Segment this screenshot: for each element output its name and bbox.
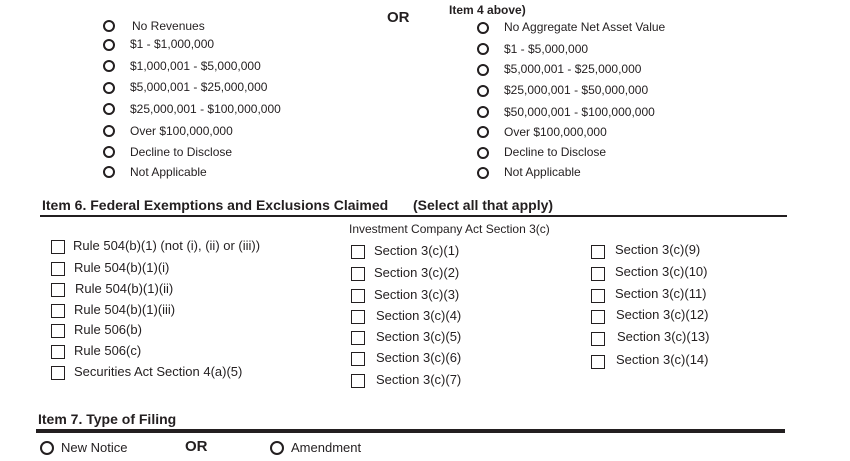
section-label: Section 3(c)(10)	[615, 264, 708, 279]
checkbox-section-3c2[interactable]	[351, 267, 365, 281]
section-label: Section 3(c)(7)	[376, 372, 462, 387]
radio-nav-3[interactable]	[477, 85, 489, 97]
rule-label: Rule 504(b)(1)(iii)	[74, 302, 176, 317]
checkbox-section-3c1[interactable]	[351, 245, 365, 259]
nav-option-label: $25,000,001 - $50,000,000	[504, 83, 649, 97]
section-label: Section 3(c)(11)	[615, 286, 707, 301]
checkbox-section-3c14[interactable]	[591, 355, 605, 369]
revenue-option-label: $1,000,001 - $5,000,000	[130, 59, 261, 73]
amendment-label: Amendment	[291, 440, 362, 455]
section-label: Section 3(c)(5)	[376, 329, 462, 344]
rule-label: Rule 506(b)	[74, 322, 142, 337]
revenue-option-label: $25,000,001 - $100,000,000	[130, 102, 281, 116]
radio-new-notice[interactable]	[40, 441, 54, 455]
rule-label: Rule 504(b)(1) (not (i), (ii) or (iii))	[73, 238, 261, 253]
radio-nav-5[interactable]	[477, 126, 489, 138]
revenue-option-label: Decline to Disclose	[130, 145, 233, 159]
checkbox-section-3c5[interactable]	[351, 331, 365, 345]
revenue-option-label: No Revenues	[132, 19, 205, 33]
rule-label: Rule 504(b)(1)(i)	[74, 260, 170, 275]
item6-divider	[40, 215, 787, 217]
checkbox-rule-506c[interactable]	[51, 345, 65, 359]
item7-title: Item 7. Type of Filing	[38, 411, 177, 427]
nav-header-fragment: Item 4 above)	[449, 3, 526, 17]
radio-amendment[interactable]	[270, 441, 284, 455]
rule-label: Securities Act Section 4(a)(5)	[74, 364, 243, 379]
checkbox-section-3c6[interactable]	[351, 352, 365, 366]
item6-select-note: (Select all that apply)	[413, 197, 554, 213]
nav-option-label: $1 - $5,000,000	[504, 42, 589, 56]
nav-option-label: $50,000,001 - $100,000,000	[504, 105, 655, 119]
section-label: Section 3(c)(9)	[615, 242, 701, 257]
section-label: Section 3(c)(13)	[617, 329, 710, 344]
checkbox-section-3c11[interactable]	[591, 289, 605, 303]
radio-revenue-6[interactable]	[103, 146, 115, 158]
item6-title: Item 6. Federal Exemptions and Exclusions Claimed	[42, 197, 389, 213]
section-label: Section 3(c)(2)	[374, 265, 460, 280]
radio-revenue-1[interactable]	[103, 39, 115, 51]
checkbox-section-3c9[interactable]	[591, 245, 605, 259]
radio-nav-6[interactable]	[477, 147, 489, 159]
rule-label: Rule 506(c)	[74, 343, 142, 358]
nav-option-label: No Aggregate Net Asset Value	[504, 20, 666, 34]
revenue-option-label: $5,000,001 - $25,000,000	[130, 80, 268, 94]
radio-revenue-5[interactable]	[103, 125, 115, 137]
ica-section-header: Investment Company Act Section 3(c)	[349, 222, 550, 236]
radio-nav-7[interactable]	[477, 167, 489, 179]
revenue-option-label: $1 - $1,000,000	[130, 37, 215, 51]
section-label: Section 3(c)(14)	[616, 352, 709, 367]
radio-revenue-7[interactable]	[103, 166, 115, 178]
new-notice-label: New Notice	[61, 440, 128, 455]
nav-option-label: $5,000,001 - $25,000,000	[504, 62, 642, 76]
checkbox-section-3c7[interactable]	[351, 374, 365, 388]
radio-nav-0[interactable]	[477, 22, 489, 34]
item7-divider	[36, 429, 785, 433]
checkbox-section-3c4[interactable]	[351, 310, 365, 324]
section-label: Section 3(c)(6)	[376, 350, 462, 365]
checkbox-securities-act-4a5[interactable]	[51, 366, 65, 380]
radio-nav-1[interactable]	[477, 43, 489, 55]
section-label: Section 3(c)(12)	[616, 307, 709, 322]
radio-revenue-2[interactable]	[103, 60, 115, 72]
section-label: Section 3(c)(1)	[374, 243, 460, 258]
checkbox-section-3c10[interactable]	[591, 267, 605, 281]
radio-revenue-3[interactable]	[103, 82, 115, 94]
checkbox-section-3c13[interactable]	[591, 332, 605, 346]
checkbox-rule-504b1i[interactable]	[51, 262, 65, 276]
nav-option-label: Over $100,000,000	[504, 125, 607, 139]
section-label: Section 3(c)(4)	[376, 308, 462, 323]
checkbox-section-3c12[interactable]	[591, 310, 605, 324]
or-label-top: OR	[387, 9, 410, 26]
radio-nav-4[interactable]	[477, 106, 489, 118]
checkbox-rule-504b1[interactable]	[51, 240, 65, 254]
rule-label: Rule 504(b)(1)(ii)	[75, 281, 174, 296]
radio-nav-2[interactable]	[477, 64, 489, 76]
section-label: Section 3(c)(3)	[374, 287, 460, 302]
or-label-item7: OR	[185, 438, 208, 455]
checkbox-section-3c3[interactable]	[351, 289, 365, 303]
nav-option-label: Decline to Disclose	[504, 145, 607, 159]
revenue-option-label: Over $100,000,000	[130, 124, 233, 138]
checkbox-rule-504b1iii[interactable]	[51, 304, 65, 318]
checkbox-rule-504b1ii[interactable]	[51, 283, 65, 297]
nav-option-label: Not Applicable	[504, 165, 581, 179]
revenue-option-label: Not Applicable	[130, 165, 207, 179]
checkbox-rule-506b[interactable]	[51, 324, 65, 338]
radio-revenue-4[interactable]	[103, 103, 115, 115]
radio-revenue-0[interactable]	[103, 20, 115, 32]
